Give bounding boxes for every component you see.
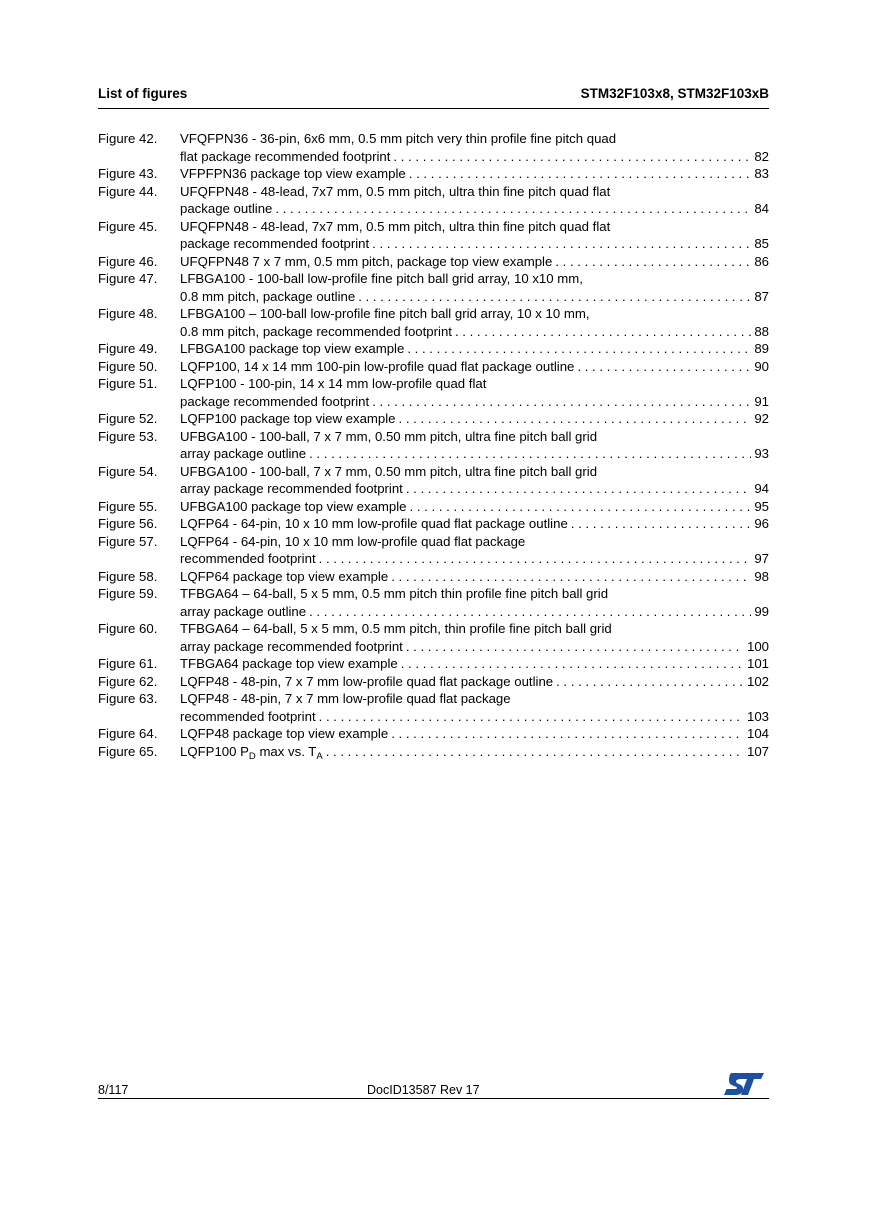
- dot-leader: [372, 393, 751, 411]
- page-ref[interactable]: 101: [746, 656, 769, 671]
- figure-title-text: LQFP100 package top view example: [180, 411, 396, 426]
- page-ref[interactable]: 97: [754, 551, 769, 566]
- figure-entry[interactable]: [98, 428, 769, 463]
- figure-title-line: TFBGA64 – 64-ball, 5 x 5 mm, 0.5 mm pitch, thin profile fine pitch ball grid: [180, 621, 612, 636]
- figure-entry[interactable]: [98, 410, 769, 428]
- figure-entry[interactable]: [98, 673, 769, 691]
- figure-title-line: LFBGA100 - 100-ball low-profile fine pitch ball grid array, 10 x10 mm,: [180, 271, 583, 286]
- figure-entry[interactable]: [98, 620, 769, 655]
- dot-leader: [309, 603, 751, 621]
- figure-entry[interactable]: [98, 375, 769, 410]
- figure-number: Figure 60.: [98, 621, 158, 636]
- page-ref[interactable]: 87: [754, 288, 769, 304]
- figure-number: Figure 62.: [98, 673, 158, 689]
- figure-title-text: 0.8 mm pitch, package outline: [180, 288, 356, 304]
- figure-title-text: UFBGA100 package top view example: [180, 498, 407, 514]
- page-header: [98, 84, 769, 109]
- figure-title-text: LQFP48 - 48-pin, 7 x 7 mm low-profile quad flat package outline: [180, 673, 554, 689]
- figure-number: Figure 57.: [98, 533, 158, 549]
- figure-entry[interactable]: [98, 253, 769, 271]
- figure-number: Figure 45.: [98, 218, 158, 234]
- figure-entry[interactable]: [98, 690, 769, 725]
- figure-title-text: LQFP48 package top view example: [180, 726, 389, 741]
- figure-number: Figure 48.: [98, 306, 158, 321]
- figure-number: Figure 44.: [98, 183, 158, 199]
- figure-number: Figure 61.: [98, 656, 158, 671]
- page-ref[interactable]: 82: [754, 148, 769, 164]
- figure-number: Figure 64.: [98, 726, 158, 741]
- figure-title-text: UFQFPN48 7 x 7 mm, 0.5 mm pitch, package top view example: [180, 253, 553, 269]
- dot-leader: [577, 358, 751, 376]
- figure-entry[interactable]: [98, 498, 769, 516]
- figure-entry[interactable]: [98, 515, 769, 533]
- page-ref[interactable]: 85: [754, 236, 769, 251]
- dot-leader: [410, 498, 752, 516]
- figure-entry[interactable]: [98, 743, 769, 761]
- figure-title-text: flat package recommended footprint: [180, 148, 391, 164]
- figure-title-line: VFQFPN36 - 36-pin, 6x6 mm, 0.5 mm pitch very thin profile fine pitch quad: [180, 131, 617, 146]
- page-ref[interactable]: 90: [754, 358, 769, 374]
- figure-title-text: TFBGA64 package top view example: [180, 656, 398, 671]
- page-ref[interactable]: 104: [746, 726, 769, 741]
- figure-number: Figure 53.: [98, 428, 158, 444]
- st-logo-icon: [723, 1072, 765, 1096]
- figure-entry[interactable]: [98, 655, 769, 673]
- dot-leader: [358, 288, 751, 306]
- figure-title-text: 0.8 mm pitch, package recommended footprint: [180, 323, 452, 339]
- figure-title-line: LQFP100 - 100-pin, 14 x 14 mm low-profile quad flat: [180, 376, 487, 391]
- page-ref[interactable]: 92: [754, 411, 769, 426]
- dot-leader: [455, 323, 751, 341]
- figure-title-text: LQFP64 - 64-pin, 10 x 10 mm low-profile quad flat package outline: [180, 516, 568, 531]
- figure-number: Figure 58.: [98, 568, 158, 584]
- figure-entry[interactable]: [98, 270, 769, 305]
- dot-leader: [406, 638, 744, 656]
- figure-number: Figure 50.: [98, 358, 158, 374]
- dot-leader: [319, 550, 752, 568]
- page-ref[interactable]: 86: [754, 253, 769, 269]
- figure-entry[interactable]: [98, 585, 769, 620]
- figure-title-text: LFBGA100 package top view example: [180, 341, 405, 356]
- figure-entry[interactable]: [98, 725, 769, 743]
- dot-leader: [399, 410, 752, 428]
- page-ref[interactable]: 83: [754, 166, 769, 181]
- dot-leader: [319, 708, 744, 726]
- subscript: D: [248, 750, 256, 762]
- figure-title-text: LQFP64 package top view example: [180, 568, 389, 584]
- figure-title-text: LQFP100, 14 x 14 mm 100-pin low-profile quad flat package outline: [180, 358, 575, 374]
- figure-number: Figure 55.: [98, 498, 158, 514]
- product-title: STM32F103x8, STM32F103xB: [580, 86, 769, 101]
- dot-leader: [391, 568, 751, 586]
- figure-title-text: recommended footprint: [180, 708, 316, 724]
- figure-entry[interactable]: [98, 183, 769, 218]
- figure-title-text: array package outline: [180, 446, 307, 461]
- figure-entry[interactable]: [98, 463, 769, 498]
- figure-entry[interactable]: [98, 218, 769, 253]
- dot-leader: [556, 673, 744, 691]
- figure-number: Figure 63.: [98, 691, 158, 706]
- doc-id: DocID13587 Rev 17: [367, 1083, 480, 1097]
- figure-title-text: [180, 743, 323, 761]
- figure-entry[interactable]: [98, 165, 769, 183]
- figure-number: Figure 49.: [98, 341, 158, 356]
- dot-leader: [275, 200, 751, 218]
- section-title: List of figures: [98, 86, 188, 101]
- dot-leader: [555, 253, 751, 271]
- page-ref[interactable]: 107: [746, 743, 769, 759]
- figure-title-text: array package outline: [180, 603, 307, 619]
- page-ref[interactable]: 89: [754, 341, 769, 356]
- figure-entry[interactable]: [98, 130, 769, 165]
- figure-title-part: LQFP100 P: [180, 743, 249, 759]
- page-ref[interactable]: 98: [754, 568, 769, 584]
- figure-number: Figure 43.: [98, 166, 158, 181]
- figure-title-text: VFPFPN36 package top view example: [180, 166, 406, 181]
- figure-title-text: package recommended footprint: [180, 393, 370, 409]
- page-ref[interactable]: 95: [754, 498, 769, 514]
- page-ref[interactable]: 99: [754, 603, 769, 619]
- dot-leader: [393, 148, 751, 166]
- figure-title-part: max vs. T: [255, 743, 317, 759]
- figure-title-line: UFQFPN48 - 48-lead, 7x7 mm, 0.5 mm pitch, ultra thin fine pitch quad flat: [180, 218, 611, 234]
- dot-leader: [391, 725, 744, 743]
- figure-entry[interactable]: [98, 340, 769, 358]
- figure-title-line: LFBGA100 – 100-ball low-profile fine pitch ball grid array, 10 x 10 mm,: [180, 306, 590, 321]
- figure-title-line: UFQFPN48 - 48-lead, 7x7 mm, 0.5 mm pitch, ultra thin fine pitch quad flat: [180, 183, 611, 199]
- figure-number: Figure 52.: [98, 411, 158, 426]
- page-ref[interactable]: 88: [754, 323, 769, 339]
- figure-list: [98, 130, 769, 760]
- figure-number: Figure 59.: [98, 586, 158, 601]
- figure-title-line: LQFP64 - 64-pin, 10 x 10 mm low-profile quad flat package: [180, 533, 526, 549]
- dot-leader: [571, 515, 752, 533]
- figure-number: Figure 65.: [98, 743, 158, 759]
- page-ref[interactable]: 100: [746, 638, 769, 654]
- page-ref[interactable]: 94: [754, 481, 769, 496]
- figure-entry[interactable]: [98, 533, 769, 568]
- figure-title-text: package recommended footprint: [180, 236, 370, 251]
- figure-number: Figure 47.: [98, 271, 158, 286]
- dot-leader: [409, 165, 752, 183]
- page-ref[interactable]: 93: [754, 446, 769, 461]
- page-ref[interactable]: 103: [746, 708, 769, 724]
- page-footer: [98, 1080, 769, 1099]
- subscript: A: [316, 750, 323, 762]
- figure-title-line: UFBGA100 - 100-ball, 7 x 7 mm, 0.50 mm pitch, ultra fine pitch ball grid: [180, 428, 598, 444]
- dot-leader: [326, 743, 744, 761]
- page-ref[interactable]: 102: [746, 673, 769, 689]
- dot-leader: [407, 340, 751, 358]
- page-number: 8/117: [98, 1083, 129, 1097]
- figure-entry[interactable]: [98, 358, 769, 376]
- figure-number: Figure 56.: [98, 516, 158, 531]
- figure-entry[interactable]: [98, 305, 769, 340]
- figure-title-text: package outline: [180, 201, 273, 216]
- figure-number: Figure 46.: [98, 253, 158, 269]
- dot-leader: [406, 480, 751, 498]
- figure-title-text: array package recommended footprint: [180, 638, 403, 654]
- figure-title-text: recommended footprint: [180, 551, 316, 566]
- figure-title-line: LQFP48 - 48-pin, 7 x 7 mm low-profile quad flat package: [180, 691, 511, 706]
- dot-leader: [401, 655, 744, 673]
- figure-title-line: TFBGA64 – 64-ball, 5 x 5 mm, 0.5 mm pitch thin profile fine pitch ball grid: [180, 586, 609, 601]
- dot-leader: [372, 235, 751, 253]
- dot-leader: [309, 445, 751, 463]
- page-ref[interactable]: 84: [754, 201, 769, 216]
- figure-number: Figure 51.: [98, 376, 158, 391]
- figure-entry[interactable]: [98, 568, 769, 586]
- figure-title-line: UFBGA100 - 100-ball, 7 x 7 mm, 0.50 mm pitch, ultra fine pitch ball grid: [180, 463, 598, 479]
- figure-number: Figure 42.: [98, 131, 158, 146]
- page-ref[interactable]: 96: [754, 516, 769, 531]
- page-ref[interactable]: 91: [754, 393, 769, 409]
- figure-number: Figure 54.: [98, 463, 158, 479]
- figure-title-text: array package recommended footprint: [180, 481, 403, 496]
